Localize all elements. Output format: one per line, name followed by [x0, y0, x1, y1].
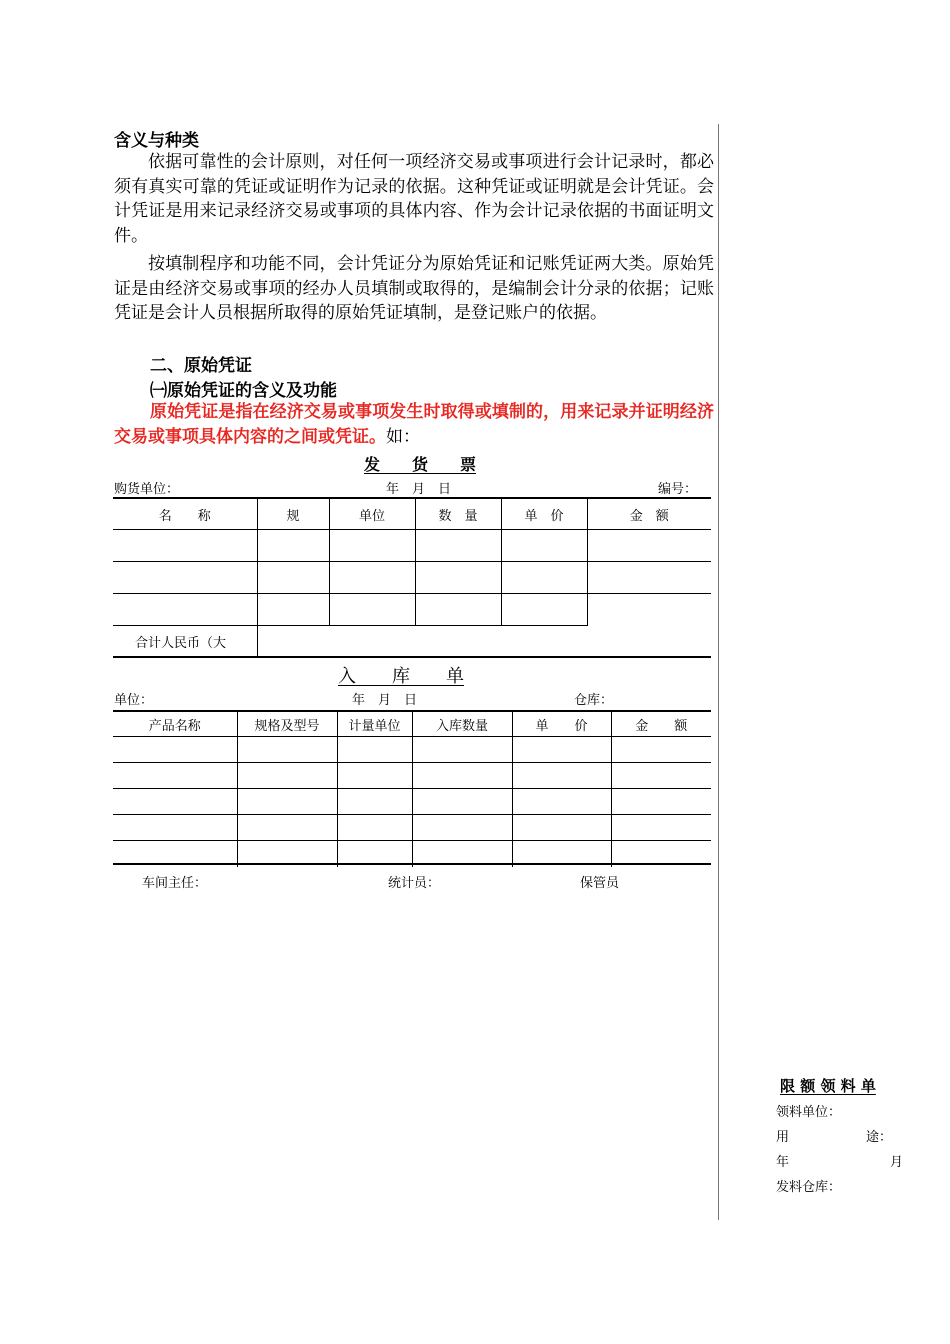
heading-original-voucher: 二、原始凭证	[150, 356, 252, 376]
receipt-unit-label: 单位：	[114, 693, 154, 708]
receipt-director-label: 车间主任：	[142, 876, 208, 891]
receipt-bottom-rule	[113, 863, 711, 865]
invoice-table	[113, 498, 711, 658]
invoice-header-row	[113, 499, 711, 530]
limit-form-year-label: 年	[776, 1155, 790, 1170]
invoice-col-qty: 数 量	[415, 499, 501, 530]
table-row	[113, 562, 711, 594]
invoice-col-spec: 规	[257, 499, 329, 530]
definition-highlight: 原始凭证是指在经济交易或事项发生时取得或填制的，用来记录并证明经济交易或事项具体内容的之间或凭证。	[114, 402, 714, 447]
receipt-header-row	[113, 712, 711, 737]
limit-form-unit-label: 领料单位：	[776, 1105, 842, 1120]
invoice-total-row	[113, 626, 711, 658]
invoice-date-label: 年 月 日	[386, 482, 452, 497]
receipt-title: 入 库 单	[338, 666, 464, 687]
receipt-date-label: 年 月 日	[352, 693, 418, 708]
receipt-statistician-label: 统计员：	[388, 876, 441, 891]
invoice-bottom-rule	[113, 656, 711, 658]
limit-form-purpose-label-b: 途：	[866, 1130, 893, 1145]
definition-paragraph	[114, 400, 714, 449]
invoice-col-name: 名 称	[113, 499, 257, 530]
limit-form-warehouse-label: 发料仓库：	[776, 1180, 842, 1195]
receipt-col-unit: 计量单位	[337, 712, 412, 737]
limit-form-month-label: 月	[890, 1155, 904, 1170]
receipt-col-product: 产品名称	[113, 712, 237, 737]
table-row	[113, 594, 711, 626]
invoice-number-label: 编号：	[658, 482, 698, 497]
limit-form-purpose-label-a: 用	[776, 1130, 790, 1145]
section-title: 含义与种类	[114, 131, 199, 151]
invoice-total-label: 合计人民币（大	[113, 626, 257, 658]
page-divider-line	[718, 124, 719, 1220]
receipt-col-qty: 入库数量	[412, 712, 512, 737]
definition-suffix: 如：	[386, 426, 420, 447]
heading-definition: ㈠原始凭证的含义及功能	[150, 381, 337, 401]
invoice-col-unit: 单位	[329, 499, 415, 530]
paragraph-1: 依据可靠性的会计原则，对任何一项经济交易或事项进行会计记录时，都必须有真实可靠的凭证或证明作为记录的依据。这种凭证或证明就是会计凭证。会计凭证是用来记录经济交易或事项的具体内容、作为会计记录依据的书面证明文件。	[114, 152, 714, 246]
invoice-col-price: 单 价	[501, 499, 587, 530]
paragraph-2: 按填制程序和功能不同，会计凭证分为原始凭证和记账凭证两大类。原始凭证是由经济交易或事项的经办人员填制或取得的，是编制会计分录的依据；记账凭证是会计人员根据所取得的原始凭证填制，是登记账户的依据。	[114, 254, 714, 323]
receipt-col-amount: 金 额	[611, 712, 711, 737]
receipt-warehouse-label: 仓库：	[574, 693, 614, 708]
table-row	[113, 789, 711, 815]
receipt-col-price: 单 价	[512, 712, 611, 737]
invoice-buyer-label: 购货单位：	[114, 482, 180, 497]
table-row	[113, 737, 711, 763]
limit-form-title: 限 额 领 料 单	[780, 1077, 876, 1095]
invoice-col-amount: 金 额	[587, 499, 711, 530]
receipt-table	[113, 711, 711, 867]
receipt-col-spec: 规格及型号	[237, 712, 337, 737]
receipt-keeper-label: 保管员	[580, 876, 620, 891]
invoice-title: 发 货 票	[364, 455, 477, 474]
table-row	[113, 530, 711, 562]
table-row	[113, 763, 711, 789]
table-row	[113, 815, 711, 841]
